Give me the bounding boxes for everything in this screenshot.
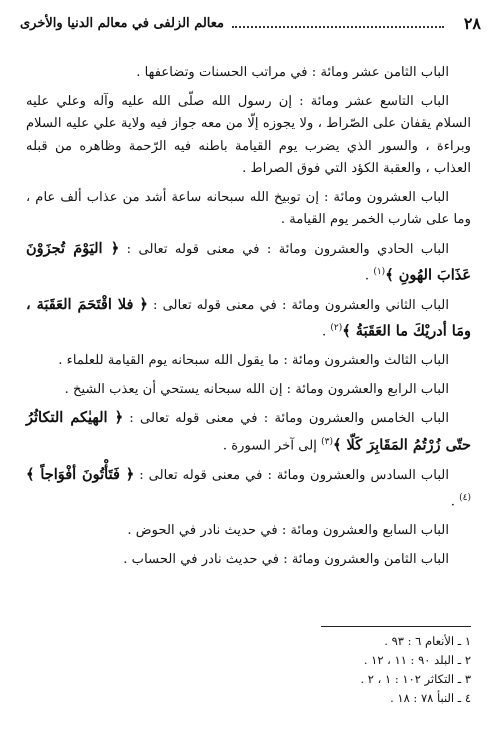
- entry-text: .: [450, 494, 460, 510]
- chapter-entry: [26, 294, 471, 344]
- footnote-ref: (٣): [321, 436, 334, 447]
- entry-text: الباب الخامس والعشرون ومائة : في معنى قوله تعالى :: [123, 411, 449, 427]
- entry-text: .: [364, 268, 374, 284]
- chapter-entry: [26, 238, 471, 288]
- chapter-entry: [26, 464, 471, 514]
- entry-text: الباب الثامن والعشرون ومائة : في حديث نادر في الحساب .: [123, 551, 449, 567]
- entry-text: الباب الثاني والعشرون ومائة : في معنى قوله تعالى :: [147, 297, 449, 313]
- footnote-ref: (٢): [330, 323, 343, 334]
- quran-verse: ﴿ فَتَأْتُونَ أفْوَاجاً ﴾: [26, 465, 135, 483]
- entry-text: .: [322, 324, 331, 340]
- entry-text: الباب الرابع والعشرون ومائة : إن الله سبحانه يستحي أن يعذب الشيخ .: [64, 381, 449, 397]
- entry-text: الباب الثامن عشر ومائة : في مراتب الحسنات وتضاعفها .: [136, 65, 449, 80]
- chapter-entry: [26, 62, 471, 85]
- entry-text: الباب السابع والعشرون ومائة : في حديث نادر في الحوض .: [127, 523, 449, 539]
- quran-verse: ﴿ الهيٰكم التكاثُرُ حتّى زُرْتُمُ المَقَابِرَ كَلّا ﴾: [26, 409, 471, 454]
- chapter-entry: [26, 379, 471, 402]
- footnote-item: ٢ ـ البلد ٩٠ : ١١ ، ١٢ .: [363, 653, 471, 667]
- entry-text: الباب العشرون ومائة : إن توبيخ الله سبحانه ساعة أشد من عذاب ألف عام ، وما على شارب الخمر يوم القيامة .: [26, 189, 471, 227]
- page-number: ٢٨: [463, 13, 481, 33]
- entry-text: الباب الحادي والعشرون ومائة : في معنى قوله تعالى :: [119, 241, 449, 257]
- chapter-list: [26, 62, 471, 577]
- footnotes: [26, 632, 471, 708]
- entry-text: الباب الثالث والعشرون ومائة : ما يقول الله سبحانه يوم القيامة للعلماء .: [58, 353, 449, 369]
- quran-verse: ﴿ فلا اقْتَحَمَ العَقَبَة ، ومَا أدريْكَ ما العَقَبَةُ ﴾: [26, 295, 471, 340]
- entry-text: الباب السادس والعشرون ومائة : في معنى قوله تعالى :: [134, 467, 449, 483]
- page-header: [20, 12, 481, 34]
- chapter-entry: [26, 520, 471, 543]
- chapter-entry: [26, 187, 471, 232]
- footnote-ref: (١): [373, 267, 386, 277]
- footnote-ref: (٤): [459, 493, 471, 504]
- chapter-entry: [26, 350, 471, 373]
- entry-text: الباب التاسع عشر ومائة : إن رسول الله صلّى الله عليه وآله وعلي عليه السلام يقفان على الصّراط ، ولا يجوزه إلّا من معه جواز فيه ولاية علي عليه السلام وبراءة ، والسور الذي يضرب يوم القيامة باطنه فيه الرّحمة وظاهره من قبله العذاب ، والعقبة الكؤد التي فوق الصراط .: [26, 93, 471, 176]
- running-title: معالم الزلفى في معالم الدنيا والأخرى: [20, 15, 225, 31]
- chapter-entry: [26, 549, 471, 572]
- quran-verse: ﴿ اليَوْمَ تُجزَوْنَ عَذَابَ الهُونِ ﴾: [26, 239, 471, 284]
- entry-text: إلى آخر السورة .: [222, 438, 322, 454]
- chapter-entry: [26, 91, 471, 181]
- footnote-item: ٣ ـ التكاثر ١٠٢ : ١ ، ٢ .: [360, 672, 471, 686]
- footnote-separator: [321, 626, 471, 627]
- chapter-entry: [26, 407, 471, 457]
- footnote-item: ٤ ـ النبأ ٧٨ : ١٨ .: [390, 691, 471, 705]
- footnote-item: ١ ـ الأنعام ٦ : ٩٣ .: [384, 634, 471, 648]
- header-dot-leader: [232, 18, 444, 28]
